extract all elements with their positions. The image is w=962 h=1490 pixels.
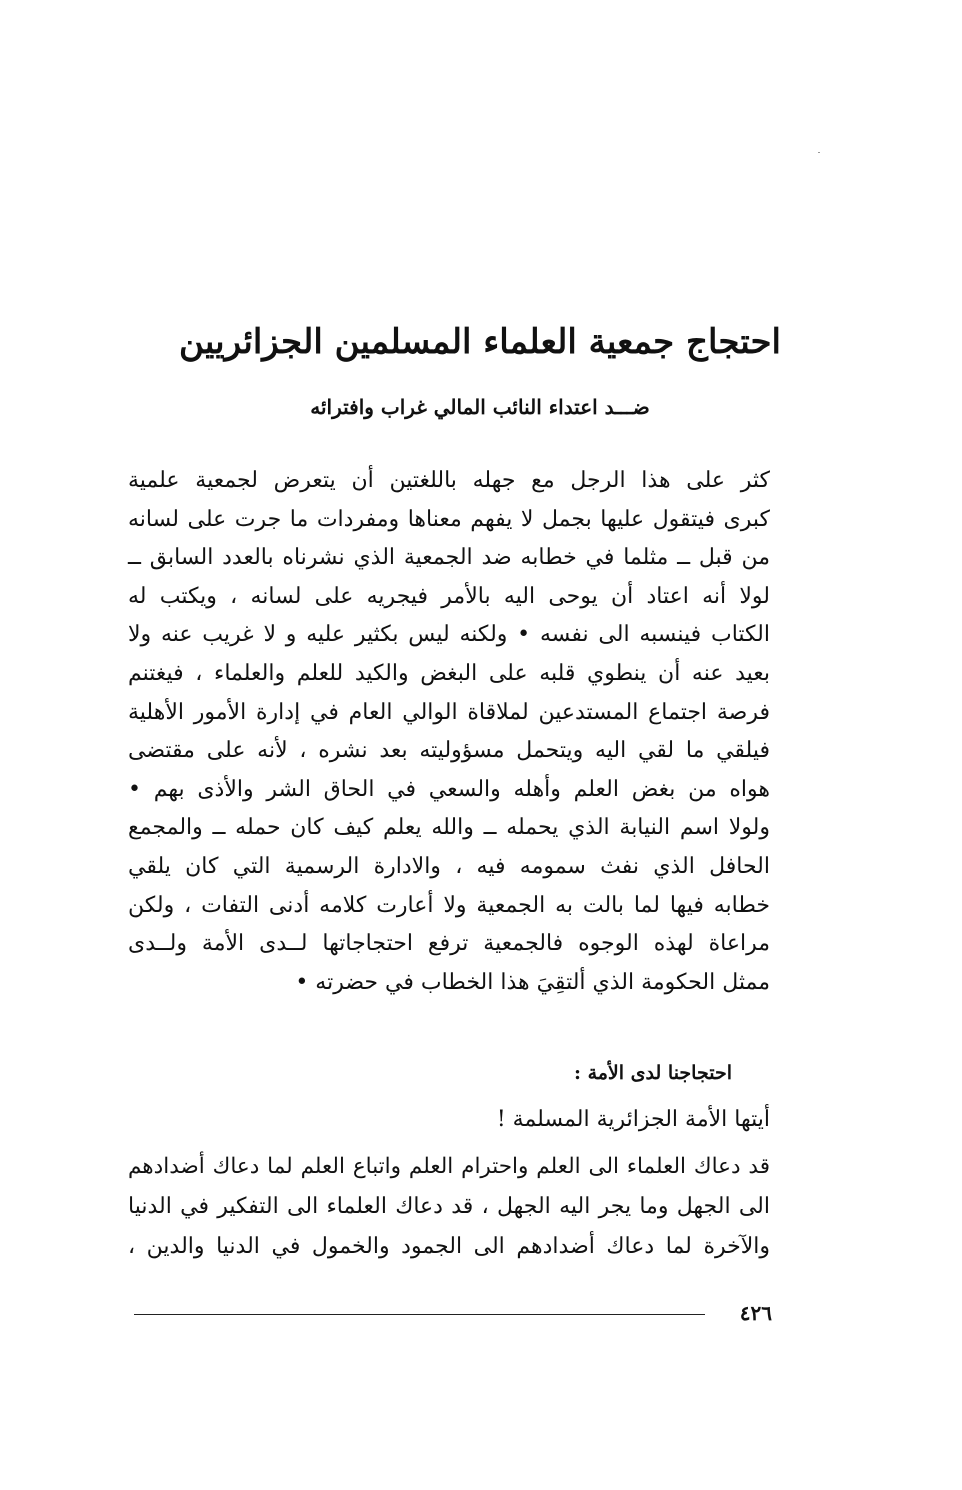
text-line: كبرى فيتقول عليها بجمل لا يفهم معناها ومفردات ما جرت على لسانه	[128, 506, 770, 532]
text-line: خطابه فيها لما بالت به الجمعية ولا أعارت كلامه أدنى التفات ، ولكن	[128, 892, 770, 918]
text-line: بعيد عنه أن ينطوي قلبه على البغض والكيد للعلم والعلماء ، فيغتنم	[128, 660, 770, 686]
text-line: كثر على هذا الرجل مع جهله باللغتين أن يتعرض لجمعية علمية	[128, 468, 770, 493]
text-line: مراعاة لهذه الوجوه فالجمعية ترفع احتجاجاتها لــدى الأمة ولــدى	[128, 931, 770, 957]
section-heading: احتجاجنا لدى الأمة :	[573, 1062, 732, 1084]
text-line: الكتاب فينسبه الى نفسه • ولكنه ليس بكثير عليه و لا غريب عنه ولا	[128, 622, 770, 648]
page-subtitle: ضـــد اعتداء النائب المالي غراب وافترائه	[310, 395, 650, 419]
text-line: فرصة اجتماع المستدعين لملاقاة الوالي العام في إدارة الأمور الأهلية	[128, 699, 770, 725]
text-line: الحافل الذي نفث سمومه فيه ، والادارة الرسمية التي كان يلقي	[128, 853, 770, 879]
footer-rule	[134, 1314, 705, 1315]
text-line: من قبل ــ مثلما في خطابه ضد الجمعية الذي نشرناه بالعدد السابق ــ	[128, 545, 770, 571]
page-number: ٤٢٦	[739, 1301, 772, 1325]
text-line: هواه من بغض العلم وأهله والسعي في الحاق الشر والأذى بهم •	[128, 776, 770, 802]
text-line: ممثل الحكومة الذي ألتقِيَ هذا الخطاب في حضرته •	[295, 969, 770, 995]
text-line: فيلقي ما لقي اليه ويتحمل مسؤوليته بعد نشره ، لأنه على مقتضى	[128, 738, 770, 764]
body-paragraph-1	[128, 462, 770, 1002]
address-line: أيتها الأمة الجزائرية المسلمة !	[496, 1107, 770, 1132]
text-line: لولا أنه اعتاد أن يوحى اليه بالأمر فيجريه على لسانه ، ويكتب له	[128, 583, 770, 609]
text-line: الى الجهل وما يجر اليه الجهل ، قد دعاك العلماء الى التفكير في الدنيا	[128, 1194, 770, 1219]
text-line: والآخرة لما دعاك أضدادهم الى الجمود والخمول في الدنيا والدين ،	[128, 1234, 770, 1259]
text-line: قد دعاك العلماء الى العلم واحترام العلم واتباع العلم لما دعاك أضدادهم	[128, 1154, 770, 1179]
page-title: احتجاج جمعية العلماء المسلمين الجزائريين	[179, 322, 781, 362]
body-paragraph-2	[128, 1147, 770, 1267]
text-line: ولولا اسم النيابة الذي يحمله ــ والله يعلم كيف كان حمله ــ والمجمع	[128, 815, 770, 841]
scan-speck	[818, 152, 820, 153]
